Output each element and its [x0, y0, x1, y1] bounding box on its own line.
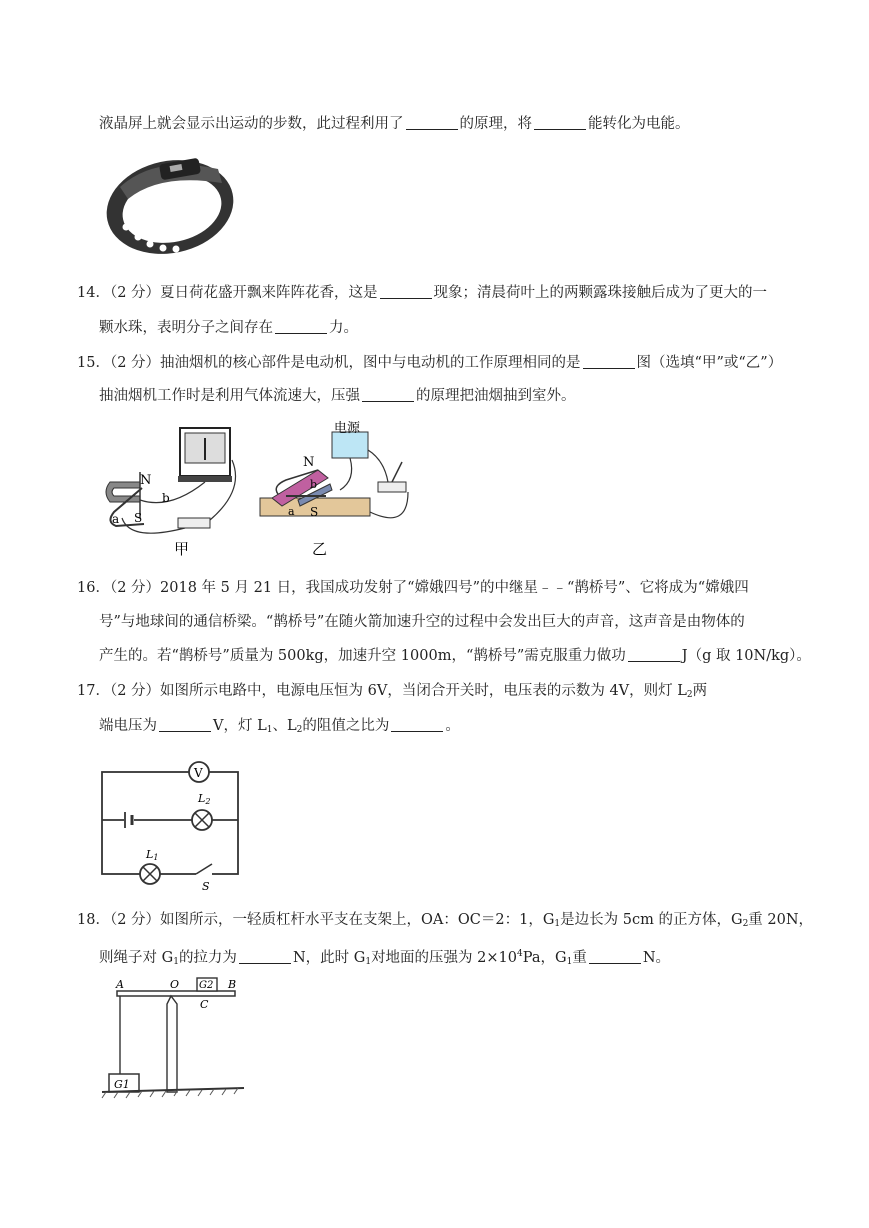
yi-caption: 乙 — [312, 540, 328, 558]
q18-line-2 — [99, 944, 670, 972]
q15-blank-1 — [583, 354, 635, 369]
yi-b-label: b — [310, 478, 318, 491]
q18-sub-2: 2 — [742, 919, 749, 929]
q17-sub-2: 1 — [266, 725, 273, 735]
figure-circuit — [98, 760, 246, 892]
q13-blank-2 — [534, 115, 586, 130]
q17-blank-2 — [391, 717, 443, 732]
q17-text-1b: 两 — [692, 683, 708, 699]
q15-text-1b: 图（选填“甲”或“乙”） — [636, 355, 783, 371]
q18-line-1 — [77, 910, 813, 934]
q13-blank-1 — [406, 115, 458, 130]
q18-text-2g: N。 — [642, 949, 670, 966]
point-b-label: B — [228, 978, 237, 991]
q14-line-2 — [99, 318, 358, 338]
point-c-label: C — [200, 998, 209, 1011]
q18-text-1b: 是边长为 5cm 的正方体，G — [560, 912, 743, 928]
q14-blank-1 — [380, 284, 432, 299]
figure-yi — [258, 420, 418, 560]
q18-text-2c: N，此时 G — [292, 949, 366, 966]
yi-s-label: S — [310, 505, 319, 519]
q18-text-2e: Pa，G — [522, 949, 567, 966]
point-a-label: A — [116, 978, 124, 991]
q17-text-2c: 、L — [272, 718, 297, 734]
jia-b-label: b — [162, 491, 170, 505]
yi-a-label: a — [288, 505, 295, 518]
q16-text-3a: 产生的。若“鹊桥号”质量为 500kg，加速升空 1000m，“鹊桥号”需克服重力做功 — [99, 648, 626, 664]
voltmeter-label: V — [194, 766, 203, 780]
q14-text-1a: 14．（2 分）夏日荷花盛开飘来阵阵花香，这是 — [77, 285, 378, 301]
q17-text-2e: 。 — [445, 718, 460, 734]
q13-text-c: 能转化为电能。 — [588, 116, 690, 132]
g1-label: G1 — [114, 1078, 130, 1091]
q17-text-1a: 17．（2 分）如图所示电路中，电源电压恒为 6V，当闭合开关时，电压表的示数为 4V，则灯 L — [77, 683, 687, 699]
jia-n-label: N — [140, 473, 152, 488]
lamp-l2-label: L2 — [198, 792, 211, 806]
q15-text-1a: 15．（2 分）抽油烟机的核心部件是电动机，图中与电动机的工作原理相同的是 — [77, 355, 581, 371]
q14-text-2a: 颗水珠，表明分子之间存在 — [99, 320, 273, 336]
q16-line-2 — [99, 612, 745, 632]
q18-blank-1 — [239, 949, 291, 964]
q16-blank — [628, 647, 680, 662]
q13-text-a: 液晶屏上就会显示出运动的步数，此过程利用了 — [99, 116, 404, 132]
q17-text-2d: 的阻值之比为 — [302, 718, 390, 734]
q18-blank-2 — [589, 949, 641, 964]
yi-power-label: 电源 — [334, 421, 361, 436]
q18-text-1a: 18．（2 分）如图所示，一轻质杠杆水平支在支架上，OA：OC＝2：1，G — [77, 912, 555, 928]
switch-s-label: S — [202, 880, 210, 892]
q14-blank-2 — [275, 319, 327, 334]
yi-n-label: N — [303, 455, 315, 470]
q16-line-1 — [77, 578, 749, 598]
q18-sub-1: 1 — [554, 919, 561, 929]
q13-line — [99, 114, 690, 134]
q18-text-2d: 对地面的压强为 2×10 — [371, 949, 517, 966]
q14-line-1 — [77, 283, 767, 303]
q17-blank-1 — [159, 717, 211, 732]
q18-text-2a: 则绳子对 G — [99, 949, 174, 966]
q15-text-2a: 抽油烟机工作时是利用气体流速大，压强 — [99, 388, 360, 404]
q18-text-2b: 的拉力为 — [178, 949, 237, 966]
q17-text-2b: V，灯 L — [213, 718, 267, 734]
q18-sub-5: 1 — [566, 956, 573, 967]
q17-sub-3: 2 — [296, 725, 303, 735]
q17-line-1 — [77, 681, 707, 705]
q14-text-2b: 力。 — [329, 320, 358, 336]
jia-s-label: S — [134, 511, 143, 525]
q16-text-2: 号”与地球间的通信桥梁。“鹊桥号”在随火箭加速升空的过程中会发出巨大的声音，这声音是由物体的 — [99, 614, 745, 630]
figure-jia — [100, 420, 245, 560]
q17-text-2a: 端电压为 — [99, 718, 157, 734]
jia-caption: 甲 — [174, 540, 190, 558]
q15-line-1 — [77, 353, 782, 373]
q15-text-2b: 的原理把油烟抽到室外。 — [416, 388, 576, 404]
q16-line-3 — [99, 646, 811, 666]
q16-text-1: 16．（2 分）2018 年 5 月 21 日，我国成功发射了“嫦娥四号”的中继星﹣﹣“鹊桥号”、它将成为“嫦娥四 — [77, 580, 749, 596]
q17-sub-1: 2 — [686, 690, 693, 700]
q17-line-2 — [99, 716, 460, 740]
lamp-l1-label: L1 — [146, 848, 159, 862]
jia-a-label: a — [112, 512, 120, 526]
q16-text-3b: J（g 取 10N/kg）。 — [681, 648, 811, 664]
point-o-label: O — [170, 978, 180, 991]
q18-sub-3: 1 — [173, 956, 179, 967]
q15-blank-2 — [362, 387, 414, 402]
q13-text-b: 的原理，将 — [459, 116, 532, 132]
q18-sup: 4 — [517, 949, 523, 959]
q14-text-1b: 现象；清晨荷叶上的两颗露珠接触后成为了更大的一 — [433, 285, 768, 301]
figure-lever — [100, 974, 250, 1106]
q15-line-2 — [99, 386, 576, 406]
g2-label: G2 — [199, 980, 214, 991]
q18-sub-4: 1 — [365, 956, 372, 967]
q18-text-2f: 重 — [572, 949, 587, 966]
q18-text-1c: 重 20N， — [748, 912, 814, 928]
wristband-image — [100, 147, 240, 262]
